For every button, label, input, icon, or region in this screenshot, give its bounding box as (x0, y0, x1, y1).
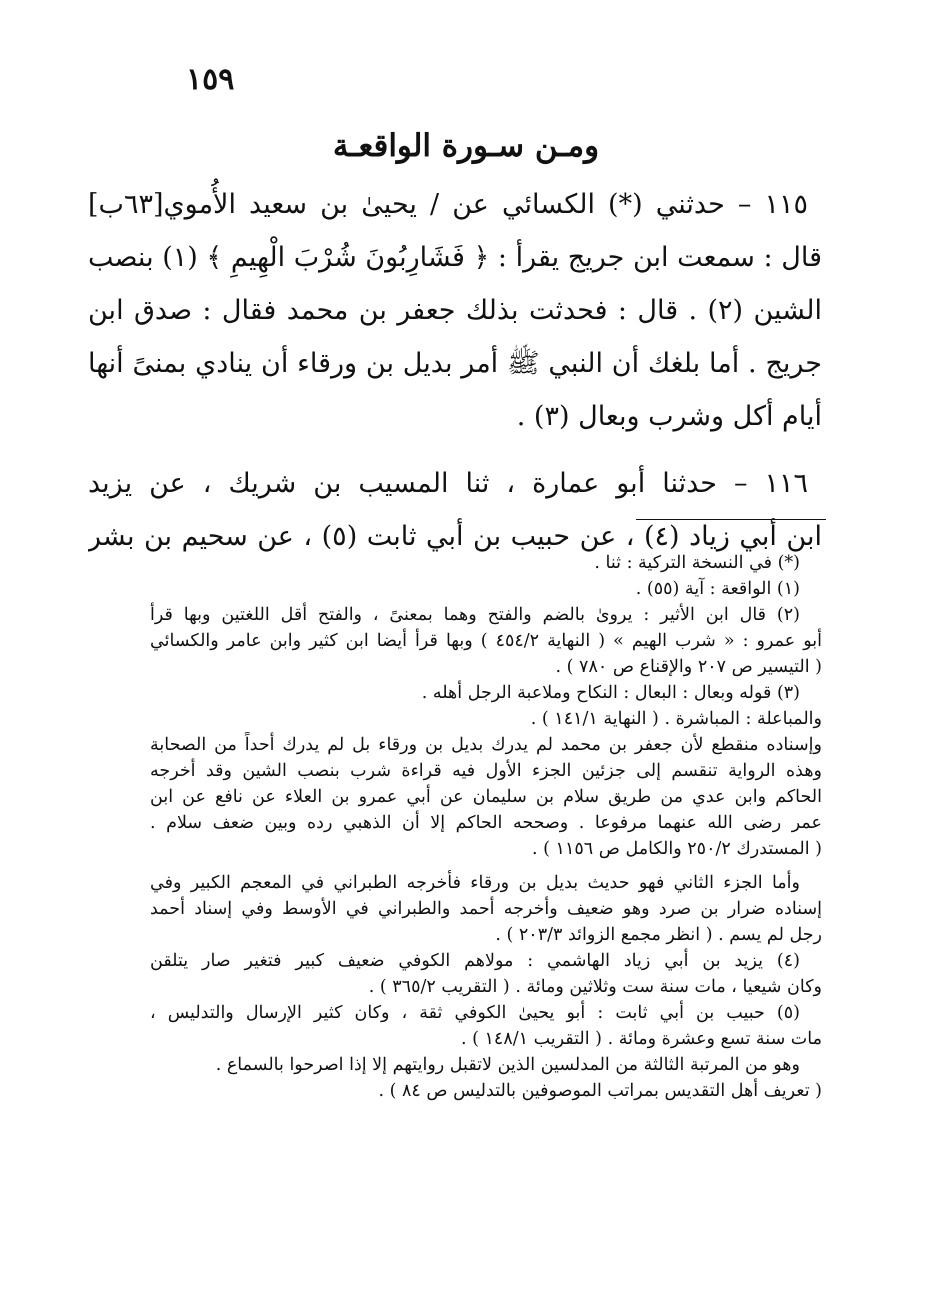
footnote-line: وكان شيعيا ، مات سنة ست وثلاثين ومائة . ( التقريب ٣٦٥/٢ ) . (368, 977, 822, 997)
main-text-line: الشين (٢) . قال : فحدثت بذلك جعفر بن محمد فقال : صدق ابن (88, 295, 822, 326)
footnote-line: (٣) قوله وبعال : البعال : النكاح وملاعبة الرجل أهله . (421, 683, 800, 703)
footnote-line: (٢) قال ابن الأثير : يروىٰ بالضم والفتح وهما بمعنىً ، والفتح أقل اللغتين وبها قرأ (150, 605, 800, 625)
footnotes (150, 550, 822, 1104)
footnote-line: أبو عمرو : « شرب الهيم » ( النهاية ٤٥٤/٢ ) وبها قرأ أيضا ابن كثير وابن عامر والكسائي (150, 631, 822, 651)
footnote-line: (٤) يزيد بن أبي زياد الهاشمي : مولاهم الكوفي ضعيف كبير فتغير صار يتلقن (150, 951, 800, 971)
footnote-line: ( المستدرك ٢٥٠/٢ والكامل ص ١١٥٦ ) . (532, 839, 822, 859)
footnote-line: وأما الجزء الثاني فهو حديث بديل بن ورقاء فأخرجه الطبراني في المعجم الكبير وفي (150, 873, 800, 893)
main-text-line: ١١٦ – حدثنا أبو عمارة ، ثنا المسيب بن شريك ، عن يزيد (88, 468, 808, 499)
main-text-line: جريج . أما بلغك أن النبي ﷺ أمر بديل بن ورقاء أن ينادي بمنىً أنها (88, 348, 822, 379)
main-text-line: ١١٥ – حدثني (*) الكسائي عن / يحيىٰ بن سعيد الأُموي[٦٣ب] (88, 189, 808, 220)
main-text-line: قال : سمعت ابن جريج يقرأ : ﴿ فَشَارِبُونَ شُرْبَ الْهِيمِ ﴾ (١) بنصب (88, 242, 822, 273)
footnote-line: ( التيسير ص ٢٠٧ والإقناع ص ٧٨٠ ) . (555, 657, 822, 677)
page-number: ١٥٩ (186, 62, 235, 97)
footnote-line: (٥) حبيب بن أبي ثابت : أبو يحيىٰ الكوفي ثقة ، وكان كثير الإرسال والتدليس ، (150, 1003, 800, 1023)
footnote-line: الحاكم وابن عدي من طريق سلام بن سليمان عن أبي عمرو بن العلاء عن نافع عن ابن (150, 787, 822, 807)
footnote-line: وهو من المرتبة الثالثة من المدلسين الذين لاتقبل روايتهم إلا إذا اصرحوا بالسماع . (215, 1055, 800, 1075)
main-text-line: أيام أكل وشرب وبعال (٣) . (516, 401, 822, 432)
footnote-line: مات سنة تسع وعشرة ومائة . ( التقريب ١٤٨/١ ) . (461, 1029, 822, 1049)
main-text (88, 178, 822, 563)
footnote-line: والمباعلة : المباشرة . ( النهاية ١٤١/١ ) . (530, 709, 822, 729)
footnote-line: ( تعريف أهل التقديس بمراتب الموصوفين بالتدليس ص ٨٤ ) . (378, 1081, 822, 1101)
footnote-separator (636, 519, 826, 520)
main-text-line: ابن أبي زياد (٤) ، عن حبيب بن أبي ثابت (٥) ، عن سحيم بن بشر (88, 521, 822, 552)
footnote-line: إسناده ضرار بن صرد وهو ضعيف وأخرجه أحمد والطبراني في الأوسط وفي إسناد أحمد (150, 899, 822, 919)
footnote-line: (١) الواقعة : آية (٥٥) . (635, 579, 800, 599)
footnote-line: وهذه الرواية تنقسم إلى جزئين الجزء الأول فيه قراءة شرب بنصب الشين وقد أخرجه (150, 761, 822, 781)
footnote-line: رجل لم يسم . ( انظر مجمع الزوائد ٢٠٣/٣ ) . (495, 925, 822, 945)
chapter-title: ومـن سـورة الواقعـة (332, 128, 600, 164)
footnote-line: عمر رضى الله عنهما مرفوعا . وصححه الحاكم إلا أن الذهبي رده وبين ضعف سلام . (150, 813, 822, 833)
footnote-line: وإسناده منقطع لأن جعفر بن محمد لم يدرك بديل بن ورقاء بل لم يدرك أحداً من الصحابة (150, 735, 822, 755)
footnote-line: (*) في النسخة التركية : ثنا . (594, 553, 800, 573)
